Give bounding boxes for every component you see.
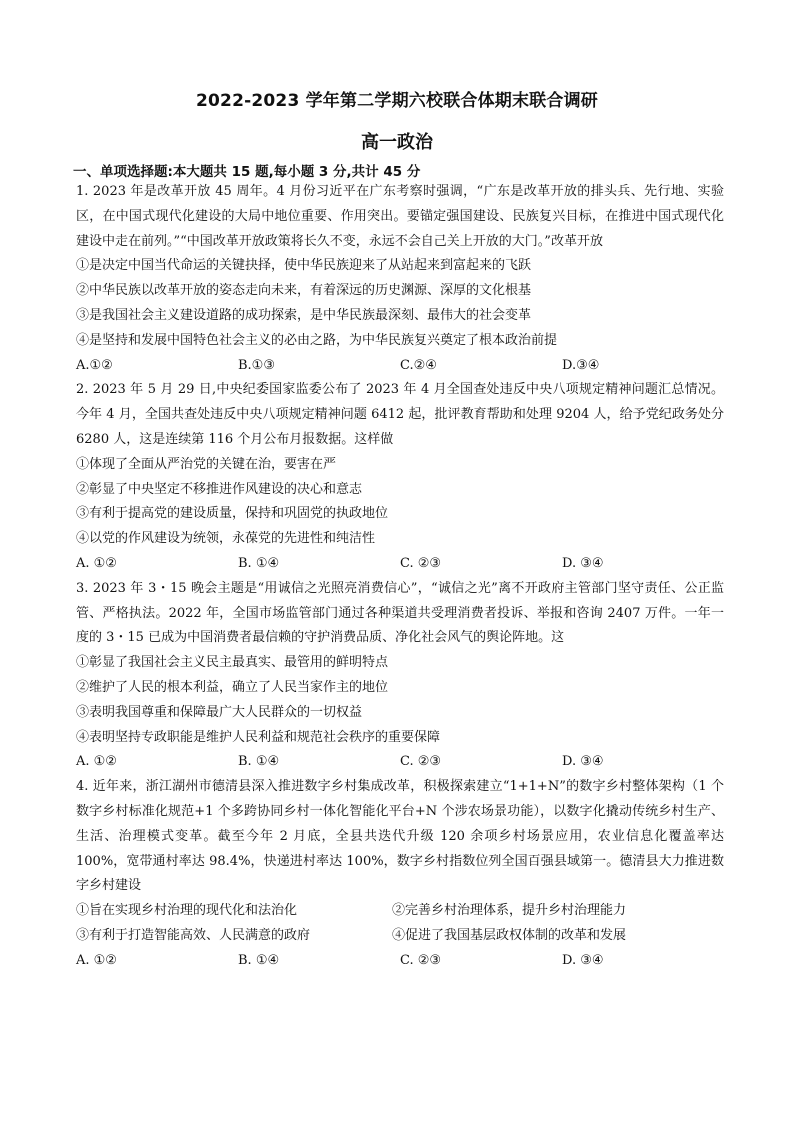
choice-a: A. ①② — [76, 754, 117, 770]
choice-b: B.①③ — [238, 357, 275, 373]
option-statement: ④促进了我国基层政权体制的改革和发展 — [392, 927, 627, 943]
answer-choices — [76, 354, 724, 379]
answer-choices — [76, 949, 724, 974]
question-2 — [76, 378, 724, 576]
option-statement: ④是坚持和发展中国特色社会主义的必由之路，为中华民族复兴奠定了根本政治前提 — [76, 332, 558, 348]
choice-c: C. ②③ — [400, 555, 442, 571]
choice-a: A. ①② — [76, 555, 117, 571]
question-stem: 2. 2023 年 5 月 29 日,中央纪委国家监委公布了 2023 年 4 月全国查处违反中央八项规定精神问题汇总情况。今年 4 月，全国共查处违反中央八项规定精神问题 6412 起，批评教育帮助和处理 9204 人，给予党纪政务处分 6280 人，这是连续第 116 个月公布月报数据。这样做 — [76, 382, 724, 447]
option-statement: ②彰显了中央坚定不移推进作风建设的决心和意志 — [76, 481, 363, 497]
choice-c: C. ②③ — [400, 754, 442, 770]
option-statement: ①彰显了我国社会主义民主最真实、最管用的鲜明特点 — [76, 655, 389, 671]
choice-d: D.③④ — [562, 357, 600, 373]
exam-title: 2022-2023 学年第二学期六校联合体期末联合调研 — [195, 91, 598, 111]
exam-subject: 高一政治 — [361, 132, 433, 153]
option-statement: ③是我国社会主义建设道路的成功探索，是中华民族最深刻、最伟大的社会变革 — [76, 307, 532, 323]
choice-a: A. ①② — [76, 952, 117, 968]
option-statement: ①旨在实现乡村治理的现代化和法治化 — [76, 903, 298, 919]
option-statement: ①是决定中国当代命运的关键抉择，使中华民族迎来了从站起来到富起来的飞跃 — [76, 258, 532, 274]
questions-area — [76, 180, 724, 974]
choice-d: D. ③④ — [562, 555, 604, 571]
question-stem: 3. 2023 年 3・15 晚会主题是“用诚信之光照亮消费信心”，“诚信之光”离不开政府主管部门坚守责任、公正监管、严格执法。2022 年，全国市场监管部门通过各种渠道共受理消费者投诉、举报和咨询 2407 万件。一年一度的 3・15 已成为中国消费者最信赖的守护消费品质、净化社会风气的舆论阵地。这 — [76, 580, 724, 646]
choice-d: D. ③④ — [562, 754, 604, 770]
choice-c: C. ②③ — [400, 952, 442, 968]
question-stem: 4. 近年来，浙江湖州市德清县深入推进数字乡村集成改革，积极探索建立“1+1+N”的数字乡村整体架构（1 个数字乡村标准化规范+1 个多跨协同乡村一体化智能化平台+N 个涉农场景功能），以数字化撬动传统乡村生产、生活、治理模式变革。截至今年 2 月底，全县共迭代升级 120 余项乡村场景应用，农业信息化覆盖率达 100%，宽带通村率达 98.4%，快递进村率达 100%，数字乡村指数位列全国百强县域第一。德清县大力推进数字乡村建设 — [76, 779, 724, 894]
option-grid — [76, 899, 724, 949]
option-statement: ④以党的作风建设为统领，永葆党的先进性和纯洁性 — [76, 531, 376, 547]
choice-a: A.①② — [76, 357, 113, 373]
question-4 — [76, 775, 724, 973]
choice-b: B. ①④ — [238, 754, 280, 770]
option-statement: ②完善乡村治理体系，提升乡村治理能力 — [392, 903, 627, 919]
option-statement: ①体现了全面从严治党的关键在治，要害在严 — [76, 456, 337, 472]
section-heading: 一、单项选择题:本大题共 15 题,每小题 3 分,共计 45 分 — [73, 164, 421, 180]
choice-c: C.②④ — [400, 357, 437, 373]
option-statement: ④表明坚持专政职能是维护人民利益和规范社会秩序的重要保障 — [76, 729, 441, 745]
option-statement: ③表明我国尊重和保障最广大人民群众的一切权益 — [76, 704, 363, 720]
option-statement: ②维护了人民的根本利益，确立了人民当家作主的地位 — [76, 679, 389, 695]
choice-b: B. ①④ — [238, 952, 280, 968]
answer-choices — [76, 552, 724, 577]
option-statement: ③有利于打造智能高效、人民满意的政府 — [76, 927, 311, 943]
option-statement: ③有利于提高党的建设质量，保持和巩固党的执政地位 — [76, 506, 389, 522]
question-stem: 1. 2023 年是改革开放 45 周年。4 月份习近平在广东考察时强调，“广东是改革开放的排头兵、先行地、实验区，在中国式现代化建设的大局中地位重要、作用突出。要锚定强国建设、民族复兴目标，在推进中国式现代化建设中走在前列。”“中国改革开放政策将长久不变，永远不会自己关上开放的大门。”改革开放 — [76, 184, 724, 249]
question-3 — [76, 577, 724, 775]
option-statement: ②中华民族以改革开放的姿态走向未来，有着深远的历史渊源、深厚的文化根基 — [76, 283, 532, 299]
answer-choices — [76, 750, 724, 775]
question-1 — [76, 180, 724, 378]
choice-b: B. ①④ — [238, 555, 280, 571]
choice-d: D. ③④ — [562, 952, 604, 968]
